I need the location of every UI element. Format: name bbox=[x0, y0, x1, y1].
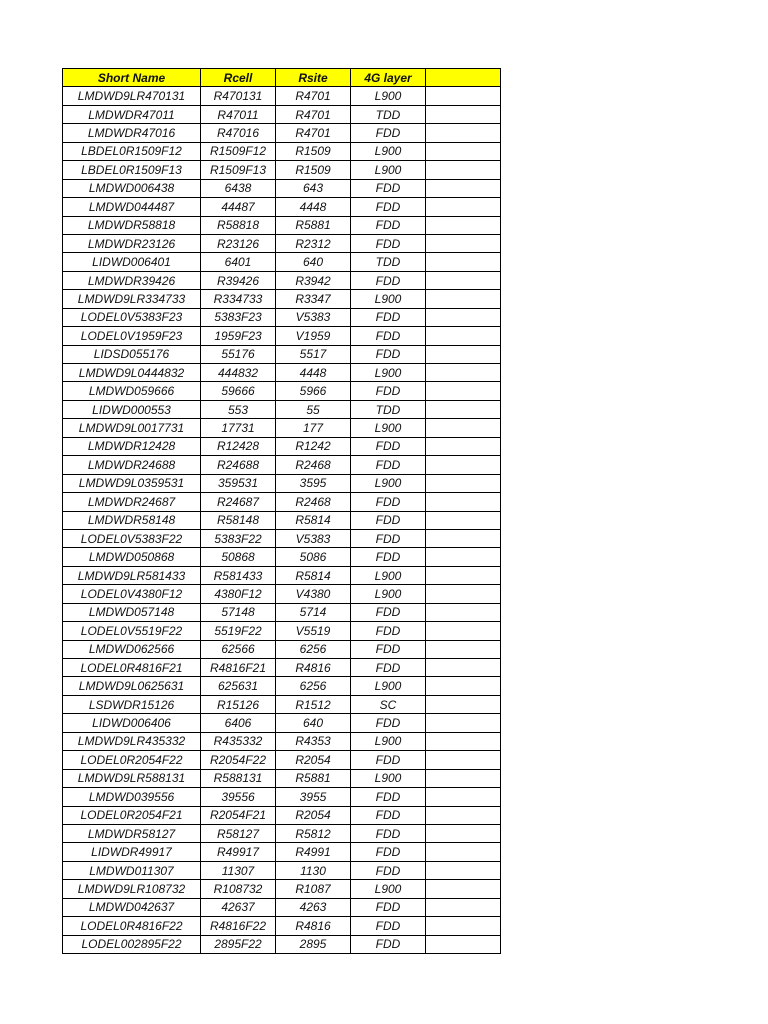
cell-empty bbox=[426, 474, 501, 492]
header-short-name: Short Name bbox=[63, 69, 201, 87]
cell-4g-layer: FDD bbox=[351, 898, 426, 916]
header-rsite: Rsite bbox=[276, 69, 351, 87]
cell-rsite: V5383 bbox=[276, 529, 351, 547]
cell-4g-layer: FDD bbox=[351, 382, 426, 400]
cell-rcell: R23126 bbox=[201, 234, 276, 252]
cell-rsite: R3347 bbox=[276, 290, 351, 308]
cell-short-name: LODEL0V5383F22 bbox=[63, 529, 201, 547]
cell-empty bbox=[426, 843, 501, 861]
cell-rcell: R581433 bbox=[201, 566, 276, 584]
cell-empty bbox=[426, 788, 501, 806]
table-row bbox=[63, 198, 501, 216]
table-row bbox=[63, 880, 501, 898]
cell-short-name: LMDWDR24688 bbox=[63, 456, 201, 474]
header-empty bbox=[426, 69, 501, 87]
cell-rcell: 62566 bbox=[201, 640, 276, 658]
table-row bbox=[63, 917, 501, 935]
cell-short-name: LMDWD9LR588131 bbox=[63, 769, 201, 787]
cell-rsite: 1130 bbox=[276, 861, 351, 879]
table-row bbox=[63, 566, 501, 584]
cell-rsite: R4701 bbox=[276, 87, 351, 105]
table-row bbox=[63, 474, 501, 492]
cell-empty bbox=[426, 161, 501, 179]
cell-4g-layer: L900 bbox=[351, 474, 426, 492]
cell-rcell: 553 bbox=[201, 400, 276, 418]
cell-short-name: LODEL0V5383F23 bbox=[63, 308, 201, 326]
cell-rsite: V5519 bbox=[276, 622, 351, 640]
table-row bbox=[63, 105, 501, 123]
cell-4g-layer: FDD bbox=[351, 529, 426, 547]
cell-empty bbox=[426, 234, 501, 252]
cell-rcell: R470131 bbox=[201, 87, 276, 105]
cell-rcell: R24687 bbox=[201, 493, 276, 511]
cell-4g-layer: FDD bbox=[351, 806, 426, 824]
table-row bbox=[63, 529, 501, 547]
cell-short-name: LMDWD011307 bbox=[63, 861, 201, 879]
cell-empty bbox=[426, 456, 501, 474]
table-row bbox=[63, 824, 501, 842]
cell-rsite: R5881 bbox=[276, 216, 351, 234]
cell-rcell: R58127 bbox=[201, 824, 276, 842]
cell-rcell: R2054F22 bbox=[201, 751, 276, 769]
cell-rcell: R58818 bbox=[201, 216, 276, 234]
cell-4g-layer: FDD bbox=[351, 511, 426, 529]
cell-short-name: LBDEL0R1509F13 bbox=[63, 161, 201, 179]
cell-empty bbox=[426, 751, 501, 769]
cell-rsite: R5881 bbox=[276, 769, 351, 787]
header-row bbox=[63, 69, 501, 87]
cell-rcell: R588131 bbox=[201, 769, 276, 787]
cell-short-name: LMDWDR12428 bbox=[63, 437, 201, 455]
cell-rcell: 6401 bbox=[201, 253, 276, 271]
cell-short-name: LIDWD006401 bbox=[63, 253, 201, 271]
cell-short-name: LMDWD9LR108732 bbox=[63, 880, 201, 898]
cell-empty bbox=[426, 806, 501, 824]
cell-4g-layer: FDD bbox=[351, 271, 426, 289]
table-row bbox=[63, 290, 501, 308]
cell-rsite: R4816 bbox=[276, 659, 351, 677]
cell-empty bbox=[426, 87, 501, 105]
cell-empty bbox=[426, 124, 501, 142]
cell-empty bbox=[426, 695, 501, 713]
table-row bbox=[63, 142, 501, 160]
cell-rsite: V4380 bbox=[276, 585, 351, 603]
cell-short-name: LODEL0R2054F21 bbox=[63, 806, 201, 824]
cell-short-name: LMDWD9L0625631 bbox=[63, 677, 201, 695]
table-row bbox=[63, 253, 501, 271]
cell-4g-layer: L900 bbox=[351, 566, 426, 584]
cell-empty bbox=[426, 529, 501, 547]
cell-rcell: R2054F21 bbox=[201, 806, 276, 824]
table-row bbox=[63, 769, 501, 787]
table-row bbox=[63, 216, 501, 234]
table-row bbox=[63, 788, 501, 806]
cell-empty bbox=[426, 419, 501, 437]
cell-empty bbox=[426, 603, 501, 621]
table-row bbox=[63, 622, 501, 640]
cell-rsite: R4816 bbox=[276, 917, 351, 935]
cell-empty bbox=[426, 142, 501, 160]
cell-rsite: R4701 bbox=[276, 105, 351, 123]
cell-4g-layer: TDD bbox=[351, 253, 426, 271]
table-row bbox=[63, 493, 501, 511]
cell-empty bbox=[426, 677, 501, 695]
cell-4g-layer: L900 bbox=[351, 769, 426, 787]
cell-empty bbox=[426, 714, 501, 732]
cell-empty bbox=[426, 253, 501, 271]
cell-rsite: R5814 bbox=[276, 566, 351, 584]
cell-rsite: 640 bbox=[276, 714, 351, 732]
cell-short-name: LMDWD057148 bbox=[63, 603, 201, 621]
cell-rsite: 6256 bbox=[276, 677, 351, 695]
cell-4g-layer: FDD bbox=[351, 788, 426, 806]
cell-rsite: 4448 bbox=[276, 198, 351, 216]
cell-rcell: 50868 bbox=[201, 548, 276, 566]
table-row bbox=[63, 677, 501, 695]
table-row bbox=[63, 585, 501, 603]
cell-short-name: LODEL0V4380F12 bbox=[63, 585, 201, 603]
cell-empty bbox=[426, 769, 501, 787]
cell-short-name: LODEL0R2054F22 bbox=[63, 751, 201, 769]
cell-short-name: LODEL0V1959F23 bbox=[63, 327, 201, 345]
cell-rcell: 5383F22 bbox=[201, 529, 276, 547]
cell-rsite: 3955 bbox=[276, 788, 351, 806]
cell-empty bbox=[426, 880, 501, 898]
table-row bbox=[63, 419, 501, 437]
cell-short-name: LMDWD9L0359531 bbox=[63, 474, 201, 492]
cell-rsite: R1512 bbox=[276, 695, 351, 713]
cell-rcell: R1509F12 bbox=[201, 142, 276, 160]
header-4g-layer: 4G layer bbox=[351, 69, 426, 87]
cell-rsite: R5814 bbox=[276, 511, 351, 529]
cell-empty bbox=[426, 732, 501, 750]
cell-rsite: 640 bbox=[276, 253, 351, 271]
cell-4g-layer: FDD bbox=[351, 216, 426, 234]
cell-short-name: LMDWD9LR334733 bbox=[63, 290, 201, 308]
cell-empty bbox=[426, 345, 501, 363]
cell-empty bbox=[426, 622, 501, 640]
cell-rsite: R4701 bbox=[276, 124, 351, 142]
table-row bbox=[63, 751, 501, 769]
cell-rcell: R334733 bbox=[201, 290, 276, 308]
cell-rcell: R1509F13 bbox=[201, 161, 276, 179]
cell-rcell: 39556 bbox=[201, 788, 276, 806]
cell-empty bbox=[426, 290, 501, 308]
cell-rsite: R2054 bbox=[276, 751, 351, 769]
table-row bbox=[63, 179, 501, 197]
table-row bbox=[63, 714, 501, 732]
cell-short-name: LMDWDR47016 bbox=[63, 124, 201, 142]
cell-rcell: R47016 bbox=[201, 124, 276, 142]
cell-short-name: LMDWD059666 bbox=[63, 382, 201, 400]
cell-4g-layer: L900 bbox=[351, 161, 426, 179]
cell-short-name: LMDWDR47011 bbox=[63, 105, 201, 123]
cell-rsite: 5714 bbox=[276, 603, 351, 621]
cell-rsite: R2312 bbox=[276, 234, 351, 252]
cell-rcell: 42637 bbox=[201, 898, 276, 916]
cell-4g-layer: FDD bbox=[351, 124, 426, 142]
table-row bbox=[63, 364, 501, 382]
cell-short-name: LMDWD062566 bbox=[63, 640, 201, 658]
table-row bbox=[63, 695, 501, 713]
cell-rcell: 57148 bbox=[201, 603, 276, 621]
cell-empty bbox=[426, 493, 501, 511]
table-row bbox=[63, 843, 501, 861]
cell-short-name: LMDWD044487 bbox=[63, 198, 201, 216]
cell-rcell: R108732 bbox=[201, 880, 276, 898]
cell-rsite: R3942 bbox=[276, 271, 351, 289]
cell-4g-layer: FDD bbox=[351, 917, 426, 935]
cell-empty bbox=[426, 105, 501, 123]
cell-rsite: 177 bbox=[276, 419, 351, 437]
cell-4g-layer: FDD bbox=[351, 198, 426, 216]
cell-4g-layer: L900 bbox=[351, 677, 426, 695]
cell-short-name: LMDWDR58127 bbox=[63, 824, 201, 842]
cell-short-name: LMDWDR23126 bbox=[63, 234, 201, 252]
cell-short-name: LBDEL0R1509F12 bbox=[63, 142, 201, 160]
cell-rcell: R47011 bbox=[201, 105, 276, 123]
cell-empty bbox=[426, 198, 501, 216]
cell-rsite: R2054 bbox=[276, 806, 351, 824]
cell-short-name: LMDWD006438 bbox=[63, 179, 201, 197]
table-row bbox=[63, 659, 501, 677]
table-row bbox=[63, 308, 501, 326]
cell-rcell: R4816F22 bbox=[201, 917, 276, 935]
cell-4g-layer: L900 bbox=[351, 142, 426, 160]
cell-4g-layer: L900 bbox=[351, 364, 426, 382]
cell-short-name: LMDWD9LR435332 bbox=[63, 732, 201, 750]
cell-short-name: LMDWDR39426 bbox=[63, 271, 201, 289]
data-table bbox=[62, 68, 501, 954]
cell-rcell: R39426 bbox=[201, 271, 276, 289]
cell-rsite: R4353 bbox=[276, 732, 351, 750]
cell-short-name: LIDWD006406 bbox=[63, 714, 201, 732]
cell-rcell: 17731 bbox=[201, 419, 276, 437]
cell-4g-layer: TDD bbox=[351, 105, 426, 123]
table-row bbox=[63, 327, 501, 345]
cell-rcell: R58148 bbox=[201, 511, 276, 529]
cell-short-name: LIDSD055176 bbox=[63, 345, 201, 363]
cell-rsite: V5383 bbox=[276, 308, 351, 326]
cell-rsite: 6256 bbox=[276, 640, 351, 658]
table-body bbox=[63, 87, 501, 954]
cell-4g-layer: FDD bbox=[351, 622, 426, 640]
table-row bbox=[63, 732, 501, 750]
cell-empty bbox=[426, 437, 501, 455]
cell-rsite: R5812 bbox=[276, 824, 351, 842]
cell-rcell: R12428 bbox=[201, 437, 276, 455]
cell-empty bbox=[426, 548, 501, 566]
cell-rsite: 5086 bbox=[276, 548, 351, 566]
cell-short-name: LMDWD9L0444832 bbox=[63, 364, 201, 382]
cell-rsite: 4448 bbox=[276, 364, 351, 382]
cell-rcell: 5519F22 bbox=[201, 622, 276, 640]
cell-short-name: LODEL002895F22 bbox=[63, 935, 201, 953]
cell-rcell: R15126 bbox=[201, 695, 276, 713]
table-row bbox=[63, 437, 501, 455]
cell-short-name: LMDWD9LR581433 bbox=[63, 566, 201, 584]
table-row bbox=[63, 382, 501, 400]
cell-rcell: 5383F23 bbox=[201, 308, 276, 326]
cell-4g-layer: FDD bbox=[351, 714, 426, 732]
cell-short-name: LMDWD9L0017731 bbox=[63, 419, 201, 437]
cell-rsite: R1509 bbox=[276, 161, 351, 179]
cell-short-name: LIDWD000553 bbox=[63, 400, 201, 418]
table-row bbox=[63, 271, 501, 289]
cell-rcell: 6438 bbox=[201, 179, 276, 197]
cell-rcell: 44487 bbox=[201, 198, 276, 216]
cell-rsite: R2468 bbox=[276, 493, 351, 511]
cell-empty bbox=[426, 327, 501, 345]
cell-rcell: 1959F23 bbox=[201, 327, 276, 345]
cell-short-name: LMDWD039556 bbox=[63, 788, 201, 806]
cell-rsite: 5517 bbox=[276, 345, 351, 363]
cell-4g-layer: FDD bbox=[351, 548, 426, 566]
cell-4g-layer: L900 bbox=[351, 290, 426, 308]
cell-empty bbox=[426, 364, 501, 382]
table-row bbox=[63, 548, 501, 566]
cell-4g-layer: L900 bbox=[351, 732, 426, 750]
table-row bbox=[63, 87, 501, 105]
cell-rcell: 359531 bbox=[201, 474, 276, 492]
cell-rsite: R1509 bbox=[276, 142, 351, 160]
cell-empty bbox=[426, 382, 501, 400]
cell-empty bbox=[426, 308, 501, 326]
header-rcell: Rcell bbox=[201, 69, 276, 87]
cell-rcell: R4816F21 bbox=[201, 659, 276, 677]
cell-empty bbox=[426, 917, 501, 935]
cell-4g-layer: L900 bbox=[351, 87, 426, 105]
cell-empty bbox=[426, 861, 501, 879]
cell-4g-layer: L900 bbox=[351, 585, 426, 603]
cell-short-name: LMDWDR58148 bbox=[63, 511, 201, 529]
cell-rcell: 625631 bbox=[201, 677, 276, 695]
cell-short-name: LMDWDR24687 bbox=[63, 493, 201, 511]
cell-empty bbox=[426, 216, 501, 234]
cell-empty bbox=[426, 898, 501, 916]
cell-rcell: R49917 bbox=[201, 843, 276, 861]
cell-empty bbox=[426, 179, 501, 197]
cell-empty bbox=[426, 511, 501, 529]
cell-rsite: 3595 bbox=[276, 474, 351, 492]
table-row bbox=[63, 400, 501, 418]
cell-4g-layer: FDD bbox=[351, 843, 426, 861]
table-row bbox=[63, 161, 501, 179]
cell-short-name: LMDWD042637 bbox=[63, 898, 201, 916]
cell-rcell: 59666 bbox=[201, 382, 276, 400]
cell-4g-layer: FDD bbox=[351, 327, 426, 345]
cell-4g-layer: L900 bbox=[351, 880, 426, 898]
cell-4g-layer: FDD bbox=[351, 824, 426, 842]
cell-empty bbox=[426, 271, 501, 289]
cell-4g-layer: FDD bbox=[351, 603, 426, 621]
cell-4g-layer: FDD bbox=[351, 493, 426, 511]
cell-short-name: LODEL0R4816F21 bbox=[63, 659, 201, 677]
cell-short-name: LIDWDR49917 bbox=[63, 843, 201, 861]
cell-short-name: LODEL0R4816F22 bbox=[63, 917, 201, 935]
cell-rsite: 5966 bbox=[276, 382, 351, 400]
cell-empty bbox=[426, 659, 501, 677]
table-row bbox=[63, 511, 501, 529]
cell-empty bbox=[426, 400, 501, 418]
cell-4g-layer: FDD bbox=[351, 935, 426, 953]
cell-4g-layer: FDD bbox=[351, 345, 426, 363]
cell-empty bbox=[426, 585, 501, 603]
cell-4g-layer: FDD bbox=[351, 308, 426, 326]
cell-rcell: 444832 bbox=[201, 364, 276, 382]
table-row bbox=[63, 456, 501, 474]
cell-rcell: R435332 bbox=[201, 732, 276, 750]
cell-4g-layer: FDD bbox=[351, 640, 426, 658]
cell-4g-layer: FDD bbox=[351, 659, 426, 677]
cell-rcell: 4380F12 bbox=[201, 585, 276, 603]
cell-rcell: 2895F22 bbox=[201, 935, 276, 953]
cell-empty bbox=[426, 824, 501, 842]
cell-rsite: 55 bbox=[276, 400, 351, 418]
cell-empty bbox=[426, 640, 501, 658]
cell-4g-layer: FDD bbox=[351, 861, 426, 879]
cell-short-name: LSDWDR15126 bbox=[63, 695, 201, 713]
cell-4g-layer: FDD bbox=[351, 234, 426, 252]
cell-4g-layer: FDD bbox=[351, 456, 426, 474]
cell-4g-layer: TDD bbox=[351, 400, 426, 418]
cell-rsite: 643 bbox=[276, 179, 351, 197]
cell-short-name: LODEL0V5519F22 bbox=[63, 622, 201, 640]
cell-rsite: R4991 bbox=[276, 843, 351, 861]
table-row bbox=[63, 898, 501, 916]
cell-empty bbox=[426, 566, 501, 584]
table-row bbox=[63, 234, 501, 252]
cell-4g-layer: FDD bbox=[351, 437, 426, 455]
cell-4g-layer: SC bbox=[351, 695, 426, 713]
cell-4g-layer: L900 bbox=[351, 419, 426, 437]
table-row bbox=[63, 603, 501, 621]
spreadsheet-page bbox=[62, 68, 501, 954]
cell-short-name: LMDWD050868 bbox=[63, 548, 201, 566]
cell-empty bbox=[426, 935, 501, 953]
cell-4g-layer: FDD bbox=[351, 751, 426, 769]
table-row bbox=[63, 640, 501, 658]
table-row bbox=[63, 806, 501, 824]
cell-rsite: 4263 bbox=[276, 898, 351, 916]
cell-rsite: 2895 bbox=[276, 935, 351, 953]
cell-short-name: LMDWD9LR470131 bbox=[63, 87, 201, 105]
table-row bbox=[63, 861, 501, 879]
cell-short-name: LMDWDR58818 bbox=[63, 216, 201, 234]
cell-rsite: V1959 bbox=[276, 327, 351, 345]
table-row bbox=[63, 935, 501, 953]
cell-rsite: R1087 bbox=[276, 880, 351, 898]
cell-rcell: R24688 bbox=[201, 456, 276, 474]
cell-4g-layer: FDD bbox=[351, 179, 426, 197]
table-row bbox=[63, 345, 501, 363]
table-row bbox=[63, 124, 501, 142]
cell-rsite: R1242 bbox=[276, 437, 351, 455]
cell-rcell: 55176 bbox=[201, 345, 276, 363]
cell-rcell: 11307 bbox=[201, 861, 276, 879]
cell-rsite: R2468 bbox=[276, 456, 351, 474]
cell-rcell: 6406 bbox=[201, 714, 276, 732]
